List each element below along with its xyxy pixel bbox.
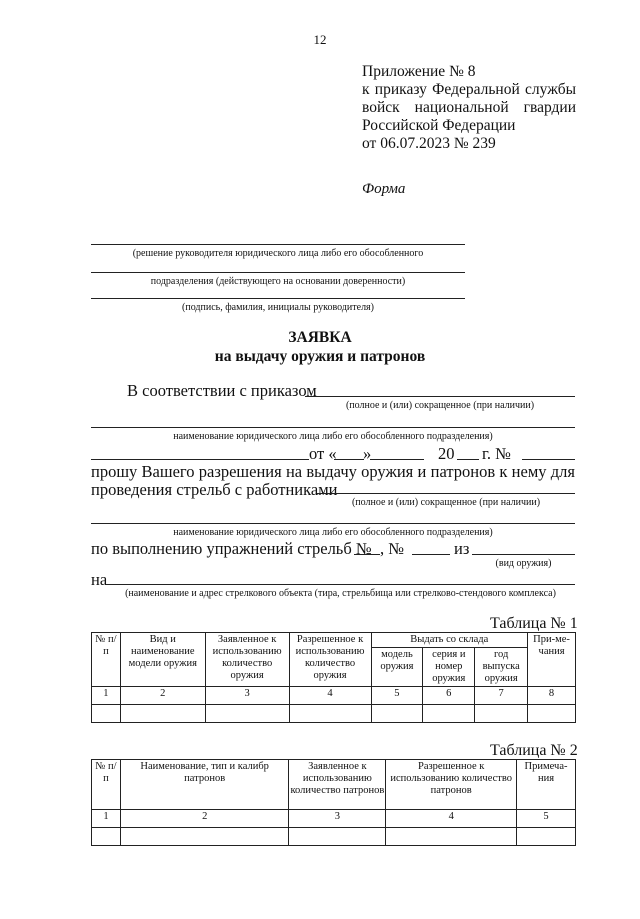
appendix-block bbox=[362, 63, 576, 153]
col-number: 1 bbox=[92, 810, 121, 828]
col-allowed-header: Разрешенное к использованию количество патронов bbox=[386, 760, 517, 810]
col-number: 8 bbox=[528, 687, 576, 705]
col-number: 3 bbox=[289, 810, 386, 828]
col-number: 5 bbox=[517, 810, 576, 828]
weapon-type-field[interactable] bbox=[472, 554, 575, 555]
appendix-country: Российской Федерации bbox=[362, 117, 516, 134]
entity-field-1-end[interactable] bbox=[91, 459, 309, 460]
order-number-field[interactable] bbox=[522, 459, 575, 460]
table2-caption: Таблица № 2 bbox=[490, 742, 578, 759]
request-text-2: проведения стрельб с работниками bbox=[91, 480, 338, 499]
table-cell[interactable] bbox=[528, 705, 576, 723]
decision-line-2[interactable] bbox=[91, 272, 465, 273]
day-field[interactable] bbox=[334, 459, 364, 460]
col-number: 6 bbox=[423, 687, 475, 705]
col-number: 1 bbox=[92, 687, 121, 705]
col-number: 4 bbox=[386, 810, 517, 828]
exercise-number-field-1[interactable] bbox=[354, 554, 380, 555]
entity-field-1[interactable] bbox=[91, 427, 575, 428]
table-cell[interactable] bbox=[205, 705, 289, 723]
year-field[interactable] bbox=[457, 459, 479, 460]
appendix-date: от 06.07.2023 № 239 bbox=[362, 135, 496, 152]
appendix-number: Приложение № 8 bbox=[362, 63, 476, 80]
col-declared-header: Заявленное к использованию количество патронов bbox=[289, 760, 386, 810]
signature-caption: (подпись, фамилия, инициалы руководителя) bbox=[182, 302, 374, 313]
table-cell[interactable] bbox=[92, 828, 121, 846]
order-caption: (полное и (или) сокращенное (при наличии) bbox=[345, 400, 535, 411]
table-cell[interactable] bbox=[120, 828, 289, 846]
request-text: прошу Вашего разрешения на выдачу оружия и патронов к нему для bbox=[91, 462, 575, 481]
table-cell[interactable] bbox=[475, 705, 528, 723]
decision-line[interactable] bbox=[91, 244, 465, 245]
exercise-text: по выполнению упражнений стрельб № bbox=[91, 539, 372, 558]
entity-caption-1: наименование юридического лица либо его обособленного подразделения) bbox=[173, 431, 493, 442]
entity-field-2[interactable] bbox=[91, 523, 575, 524]
col-allowed-header: Разрешенное к использованию количество оружия bbox=[289, 633, 371, 687]
table-cell[interactable] bbox=[386, 828, 517, 846]
form-label: Форма bbox=[362, 181, 406, 197]
col-year-header: год выпуска оружия bbox=[475, 648, 528, 687]
exercise-text-3: из bbox=[454, 539, 470, 558]
table-cell[interactable] bbox=[289, 828, 386, 846]
col-number: 2 bbox=[120, 810, 289, 828]
decision-caption-1: (решение руководителя юридического лица либо его обособленного bbox=[132, 248, 424, 259]
col-num-header: № п/п bbox=[92, 760, 121, 810]
decision-caption-2: подразделения (действующего на основании доверенности) bbox=[150, 276, 406, 287]
table-cell[interactable] bbox=[371, 705, 423, 723]
col-number: 7 bbox=[475, 687, 528, 705]
weapons-table bbox=[91, 632, 576, 723]
appendix-service: войск национальной гвардии bbox=[362, 99, 576, 116]
appendix-order: к приказу Федеральной службы bbox=[362, 81, 576, 98]
col-number: 5 bbox=[371, 687, 423, 705]
month-field[interactable] bbox=[370, 459, 424, 460]
date-prefix: от « bbox=[309, 444, 337, 463]
order-field[interactable] bbox=[305, 396, 575, 397]
order-text: В соответствии с приказом bbox=[127, 381, 317, 400]
table-cell[interactable] bbox=[517, 828, 576, 846]
col-declared-header: Заявленное к использованию количество оружия bbox=[205, 633, 289, 687]
table-row bbox=[92, 828, 576, 846]
col-number: 2 bbox=[120, 687, 205, 705]
col-series-header: серия и номер оружия bbox=[423, 648, 475, 687]
col-model-header: модель оружия bbox=[371, 648, 423, 687]
table-row bbox=[92, 705, 576, 723]
col-number: 3 bbox=[205, 687, 289, 705]
employer-field[interactable] bbox=[317, 493, 575, 494]
date-quote-close: » bbox=[363, 444, 372, 463]
document-title: ЗАЯВКА bbox=[288, 329, 352, 346]
cartridges-table bbox=[91, 759, 576, 846]
entity-caption-2: наименование юридического лица либо его обособленного подразделения) bbox=[173, 527, 493, 538]
col-note-header: Примеча-ния bbox=[517, 760, 576, 810]
signature-line[interactable] bbox=[91, 298, 465, 299]
page-number: 12 bbox=[313, 32, 327, 47]
col-kind-header: Вид и наименование модели оружия bbox=[120, 633, 205, 687]
table1-caption: Таблица № 1 bbox=[490, 615, 578, 632]
location-text: на bbox=[91, 570, 108, 589]
col-name-header: Наименование, тип и калибр патронов bbox=[120, 760, 289, 810]
exercise-number-field-2[interactable] bbox=[412, 554, 450, 555]
table-cell[interactable] bbox=[423, 705, 475, 723]
col-issue-header: Выдать со склада bbox=[371, 633, 528, 648]
employer-caption: (полное и (или) сокращенное (при наличии) bbox=[351, 497, 541, 508]
col-num-header: № п/п bbox=[92, 633, 121, 687]
year-prefix: 20 bbox=[438, 444, 455, 463]
document-subtitle: на выдачу оружия и патронов bbox=[214, 348, 426, 365]
location-caption: (наименование и адрес стрелкового объекта (тира, стрельбища или стрелково-стендового комплекса) bbox=[125, 588, 556, 599]
number-prefix: г. № bbox=[482, 444, 511, 463]
table-cell[interactable] bbox=[120, 705, 205, 723]
location-field[interactable] bbox=[106, 584, 575, 585]
exercise-text-2: , № bbox=[380, 539, 404, 558]
table-cell[interactable] bbox=[92, 705, 121, 723]
col-number: 4 bbox=[289, 687, 371, 705]
table-cell[interactable] bbox=[289, 705, 371, 723]
col-note-header: При-ме-чания bbox=[528, 633, 576, 687]
weapon-type-caption: (вид оружия) bbox=[495, 558, 552, 569]
